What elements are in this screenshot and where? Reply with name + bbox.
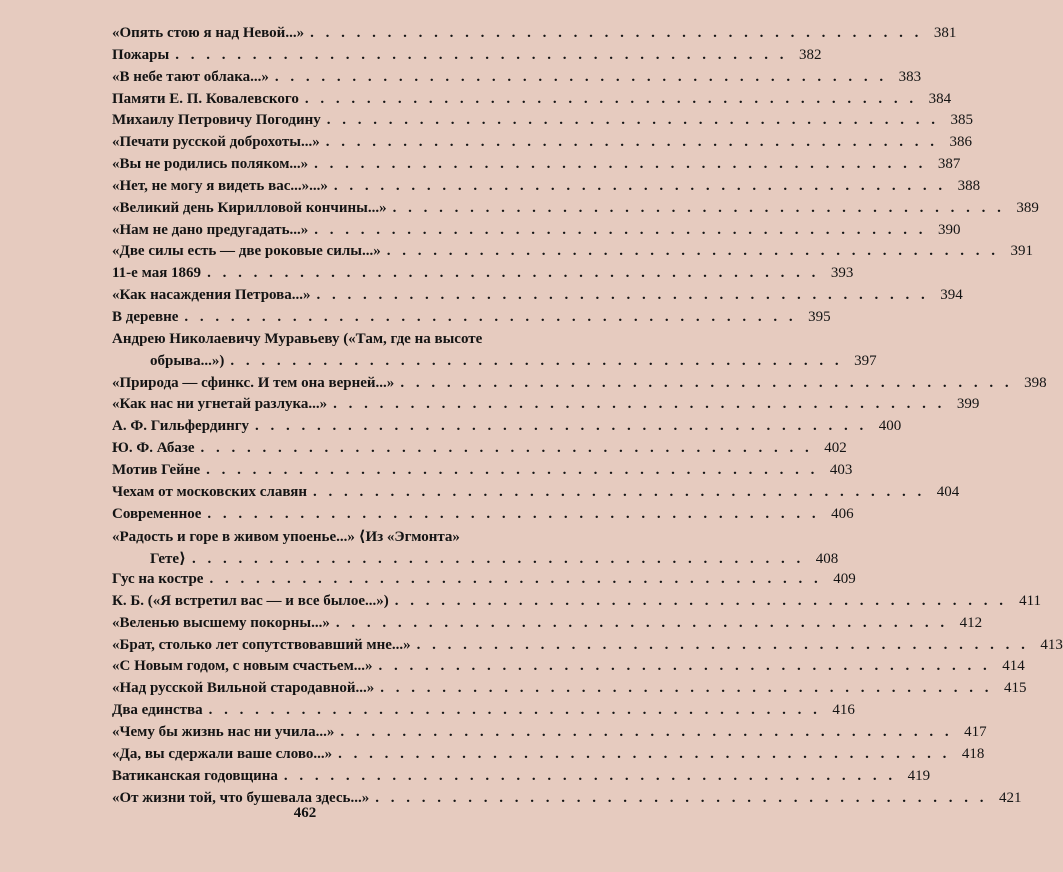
toc-entry — [112, 396, 980, 418]
toc-entry — [112, 374, 1047, 397]
toc-entry-page: 404 — [936, 483, 960, 500]
dot-leader: . . . . . . . . . . . . . . . . . . . . . . . . . . . . . . . . . . . . . . . . — [314, 156, 927, 173]
toc-entry-title: «Нам не дано предугадать...» — [112, 221, 309, 238]
toc-entry-page: 393 — [830, 265, 854, 282]
toc-entry — [112, 68, 922, 91]
toc-entry-page: 416 — [832, 702, 855, 719]
toc-entry — [112, 134, 972, 156]
toc-entry — [112, 571, 856, 593]
toc-entry — [112, 767, 931, 790]
toc-entry — [112, 308, 831, 331]
dot-leader: . . . . . . . . . . . . . . . . . . . . . . . . . . . . . . . . . . . . . . . . — [207, 265, 820, 282]
toc-entry — [112, 658, 1025, 680]
dot-leader: . . . . . . . . . . . . . . . . . . . . . . . . . . . . . . . . . . . . . . . . — [394, 592, 1008, 609]
toc-entry — [112, 527, 577, 549]
toc-entry-title: «От жизни той, что бушевала здесь...» — [112, 789, 370, 806]
toc-entry-page: 389 — [1016, 199, 1039, 216]
dot-leader: . . . . . . . . . . . . . . . . . . . . . . . . . . . . . . . . . . . . . . . . — [200, 440, 813, 457]
toc-entry-title: «Да, вы сдержали ваше слово...» — [112, 745, 333, 762]
toc-entry-page: 402 — [824, 440, 847, 457]
toc-entry-title: Андрею Николаевичу Муравьеву («Там, где на высоте — [112, 330, 483, 347]
toc-entry-title: А. Ф. Гильфердингу — [112, 418, 250, 435]
toc-entry-page: 413 — [1040, 636, 1063, 653]
toc-entry — [112, 483, 960, 506]
toc-entry — [112, 549, 839, 571]
dot-leader: . . . . . . . . . . . . . . . . . . . . . . . . . . . . . . . . . . . . . . . . — [230, 352, 843, 369]
toc-entry-title: Чехам от московских славян — [112, 483, 308, 500]
dot-leader: . . . . . . . . . . . . . . . . . . . . . . . . . . . . . . . . . . . . . . . . — [208, 702, 821, 719]
dot-leader: . . . . . . . . . . . . . . . . . . . . . . . . . . . . . . . . . . . . . . . . — [255, 418, 868, 435]
dot-leader: . . . . . . . . . . . . . . . . . . . . . . . . . . . . . . . . . . . . . . . . — [191, 551, 805, 568]
toc-entry — [112, 461, 853, 484]
toc-entry-title: «Вы не родились поляком...» — [112, 156, 309, 173]
toc-entry-title: «Природа — сфинкс. И тем она верней...» — [112, 374, 395, 391]
page-number: 462 — [293, 805, 317, 821]
toc-entry-page: 403 — [829, 461, 853, 478]
toc-entry-title: «В небе тают облака...» — [112, 68, 269, 85]
toc-entry — [112, 112, 974, 134]
dot-leader: . . . . . . . . . . . . . . . . . . . . . . . . . . . . . . . . . . . . . . . . — [314, 221, 927, 238]
toc-entry-page: 419 — [907, 767, 931, 784]
toc-entry — [112, 592, 1042, 615]
toc-entry-page: 417 — [964, 724, 987, 740]
toc-entry-title: Два единства — [112, 702, 203, 719]
dot-leader: . . . . . . . . . . . . . . . . . . . . . . . . . . . . . . . . . . . . . . . . — [207, 505, 820, 522]
toc-entry-title: Михаилу Петровичу Погодину — [112, 112, 321, 129]
toc-entry-page: 388 — [957, 177, 981, 194]
toc-entry — [112, 156, 961, 178]
toc-entry-title: «Радость и горе в живом упоенье...» ⟨Из «Эгмонта» — [112, 529, 460, 546]
dot-leader: . . . . . . . . . . . . . . . . . . . . . . . . . . . . . . . . . . . . . . . . — [340, 724, 953, 740]
toc-entry-title: обрыва...») — [150, 352, 225, 369]
dot-leader: . . . . . . . . . . . . . . . . . . . . . . . . . . . . . . . . . . . . . . . . — [206, 461, 819, 478]
dot-leader: . . . . . . . . . . . . . . . . . . . . . . . . . . . . . . . . . . . . . . . . — [310, 25, 923, 41]
toc-entry-page: 421 — [998, 789, 1022, 806]
dot-leader: . . . . . . . . . . . . . . . . . . . . . . . . . . . . . . . . . . . . . . . . — [386, 243, 999, 260]
toc-entry-title: 11-е мая 1869 — [112, 265, 202, 282]
toc-entry-page: 395 — [808, 308, 831, 325]
toc-entry-page: 381 — [933, 25, 957, 41]
toc-entry-page: 394 — [940, 287, 963, 304]
dot-leader: . . . . . . . . . . . . . . . . . . . . . . . . . . . . . . . . . . . . . . . . — [392, 199, 1005, 216]
toc-entry-page: 398 — [1024, 374, 1047, 391]
toc-entry-title: Современное — [112, 505, 202, 522]
toc-entry-page: 409 — [833, 571, 856, 588]
toc-entry-title: Мотив Гейне — [112, 461, 201, 478]
dot-leader: . . . . . . . . . . . . . . . . . . . . . . . . . . . . . . . . . . . . . . . . — [333, 177, 947, 194]
toc-entry-page: 390 — [938, 221, 961, 238]
toc-entry — [112, 25, 957, 47]
toc-entry-title: В деревне — [112, 308, 179, 325]
toc-entry — [112, 199, 1039, 222]
toc-entry — [112, 418, 902, 440]
toc-entry-title: «Над русской Вильной стародавной...» — [112, 680, 375, 697]
toc-entry-page: 408 — [815, 551, 839, 568]
toc-entry — [112, 724, 987, 746]
toc-entry-title: Ватиканская годовщина — [112, 767, 278, 784]
toc-entry-title: Гете⟩ — [150, 551, 186, 568]
dot-leader: . . . . . . . . . . . . . . . . . . . . . . . . . . . . . . . . . . . . . . . . — [333, 396, 946, 413]
toc-entry-page: 415 — [1003, 680, 1027, 697]
toc-entry-title: «Как насаждения Петрова...» — [112, 287, 311, 304]
toc-entry — [112, 680, 1027, 702]
toc-entry-title: Памяти Е. П. Ковалевского — [112, 90, 299, 107]
toc-entry-page: 387 — [937, 156, 961, 173]
dot-leader: . . . . . . . . . . . . . . . . . . . . . . . . . . . . . . . . . . . . . . . . — [338, 745, 951, 762]
toc-entry-title: «Веленью высшему покорны...» — [112, 614, 330, 631]
toc-entry-page: 385 — [950, 112, 974, 129]
toc-entry — [112, 90, 952, 113]
toc-entry-title: «Чему бы жизнь нас ни учила...» — [112, 724, 335, 740]
toc-entry — [112, 505, 854, 528]
toc-entry-page: 414 — [1002, 658, 1025, 675]
dot-leader: . . . . . . . . . . . . . . . . . . . . . . . . . . . . . . . . . . . . . . . . — [274, 68, 888, 85]
toc-entry-page: 411 — [1019, 592, 1042, 609]
toc-entry-title: Ю. Ф. Абазе — [112, 440, 195, 457]
toc-entry — [112, 614, 983, 637]
dot-leader: . . . . . . . . . . . . . . . . . . . . . . . . . . . . . . . . . . . . . . . . — [326, 112, 940, 129]
toc-entry-title: «Две силы есть — две роковые силы...» — [112, 243, 381, 260]
toc-entry — [112, 46, 822, 69]
toc-entry-title: «Печати русской доброхоты...» — [112, 134, 320, 151]
toc-entry — [112, 331, 577, 353]
toc-entry-page: 384 — [928, 90, 952, 107]
toc-entry — [112, 745, 985, 768]
toc-entry-title: «Брат, столько лет сопутствовавший мне...» — [112, 636, 411, 653]
toc-entry-page: 382 — [798, 46, 822, 63]
toc-entry — [112, 440, 847, 462]
toc-entry-page: 406 — [831, 505, 854, 522]
toc-entry-page: 383 — [898, 68, 922, 85]
toc-entry — [112, 221, 961, 244]
toc-entry — [112, 287, 963, 309]
toc-entry-page: 400 — [878, 418, 902, 435]
toc-entry-page: 399 — [956, 396, 980, 413]
toc-entry-title: Пожары — [112, 46, 170, 63]
dot-leader: . . . . . . . . . . . . . . . . . . . . . . . . . . . . . . . . . . . . . . . . — [209, 571, 822, 588]
toc-entry-page: 386 — [949, 134, 972, 151]
toc-entry — [112, 702, 855, 724]
dot-leader: . . . . . . . . . . . . . . . . . . . . . . . . . . . . . . . . . . . . . . . . — [380, 680, 993, 697]
dot-leader: . . . . . . . . . . . . . . . . . . . . . . . . . . . . . . . . . . . . . . . . — [416, 636, 1029, 653]
dot-leader: . . . . . . . . . . . . . . . . . . . . . . . . . . . . . . . . . . . . . . . . — [335, 614, 949, 631]
dot-leader: . . . . . . . . . . . . . . . . . . . . . . . . . . . . . . . . . . . . . . . . — [184, 308, 797, 325]
toc-entry-title: «Нет, не могу я видеть вас...»...» — [112, 177, 328, 194]
toc-entry-page: 412 — [959, 614, 983, 631]
toc-entry-title: «Как нас ни угнетай разлука...» — [112, 396, 328, 413]
toc-entry-page: 418 — [961, 745, 985, 762]
toc-entry-page: 391 — [1010, 243, 1033, 260]
toc-entry — [112, 352, 877, 375]
toc-entry-title: К. Б. («Я встретил вас — и все былое...») — [112, 592, 389, 609]
dot-leader: . . . . . . . . . . . . . . . . . . . . . . . . . . . . . . . . . . . . . . . . — [378, 658, 991, 675]
toc-entry-page: 397 — [854, 352, 877, 369]
toc-entry-title: «С Новым годом, с новым счастьем...» — [112, 658, 373, 675]
dot-leader: . . . . . . . . . . . . . . . . . . . . . . . . . . . . . . . . . . . . . . . . — [304, 90, 918, 107]
toc-entry-title: Гус на костре — [112, 571, 204, 588]
toc-entry-title: «Опять стою я над Невой...» — [112, 25, 305, 41]
dot-leader: . . . . . . . . . . . . . . . . . . . . . . . . . . . . . . . . . . . . . . . . — [400, 374, 1013, 391]
toc-entry — [112, 636, 1063, 659]
toc-entry — [112, 177, 981, 200]
dot-leader: . . . . . . . . . . . . . . . . . . . . . . . . . . . . . . . . . . . . . . . . — [325, 134, 938, 151]
table-of-contents — [112, 25, 1063, 811]
dot-leader: . . . . . . . . . . . . . . . . . . . . . . . . . . . . . . . . . . . . . . . . — [283, 767, 897, 784]
toc-entry — [112, 265, 854, 287]
toc-entry — [112, 243, 1033, 265]
dot-leader: . . . . . . . . . . . . . . . . . . . . . . . . . . . . . . . . . . . . . . . . — [313, 483, 926, 500]
dot-leader: . . . . . . . . . . . . . . . . . . . . . . . . . . . . . . . . . . . . . . . . — [175, 46, 788, 63]
dot-leader: . . . . . . . . . . . . . . . . . . . . . . . . . . . . . . . . . . . . . . . . — [375, 789, 988, 806]
toc-entry-title: «Великий день Кирилловой кончины...» — [112, 199, 387, 216]
dot-leader: . . . . . . . . . . . . . . . . . . . . . . . . . . . . . . . . . . . . . . . . — [316, 287, 929, 304]
